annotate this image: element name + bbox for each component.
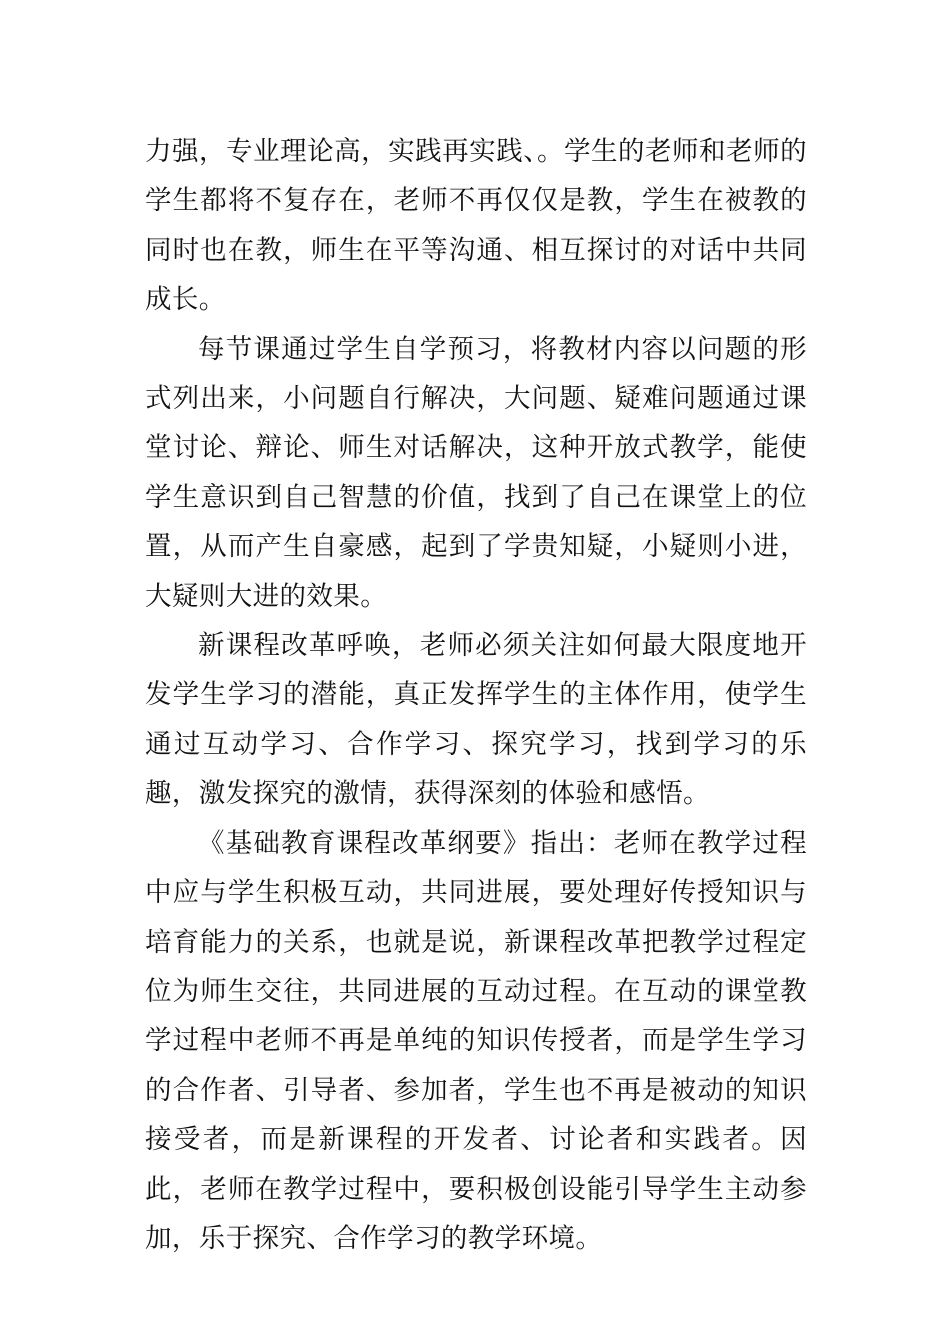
paragraph-continuation: 力强，专业理论高，实践再实践、。学生的老师和老师的学生都将不复存在，老师不再仅仅是教，学生在被教的同时也在教，师生在平等沟通、相互探讨的对话中共同成长。 (145, 136, 807, 316)
paragraph-self-study: 每节课通过学生自学预习，将教材内容以问题的形式列出来，小问题自行解决，大问题、疑难问题通过课堂讨论、辩论、师生对话解决，这种开放式教学，能使学生意识到自己智慧的价值，找到了自己在课堂上的位置，从而产生自豪感，起到了学贵知疑，小疑则小进，大疑则大进的效果。 (145, 333, 807, 612)
paragraph-curriculum-reform: 新课程改革呼唤，老师必须关注如何最大限度地开发学生学习的潜能，真正发挥学生的主体作用，使学生通过互动学习、合作学习、探究学习，找到学习的乐趣，激发探究的激情，获得深刻的体验和感悟。 (145, 630, 807, 810)
document-body (145, 127, 807, 1263)
paragraph-outline-quote: 《基础教育课程改革纲要》指出：老师在教学过程中应与学生积极互动，共同进展，要处理好传授知识与培育能力的关系，也就是说，新课程改革把教学过程定位为师生交往，共同进展的互动过程。在互动的课堂教学过程中老师不再是单纯的知识传授者，而是学生学习的合作者、引导者、参加者，学生也不再是被动的知识接受者，而是新课程的开发者、讨论者和实践者。因此，老师在教学过程中，要积极创设能引导学生主动参加，乐于探究、合作学习的教学环境。 (145, 827, 807, 1254)
